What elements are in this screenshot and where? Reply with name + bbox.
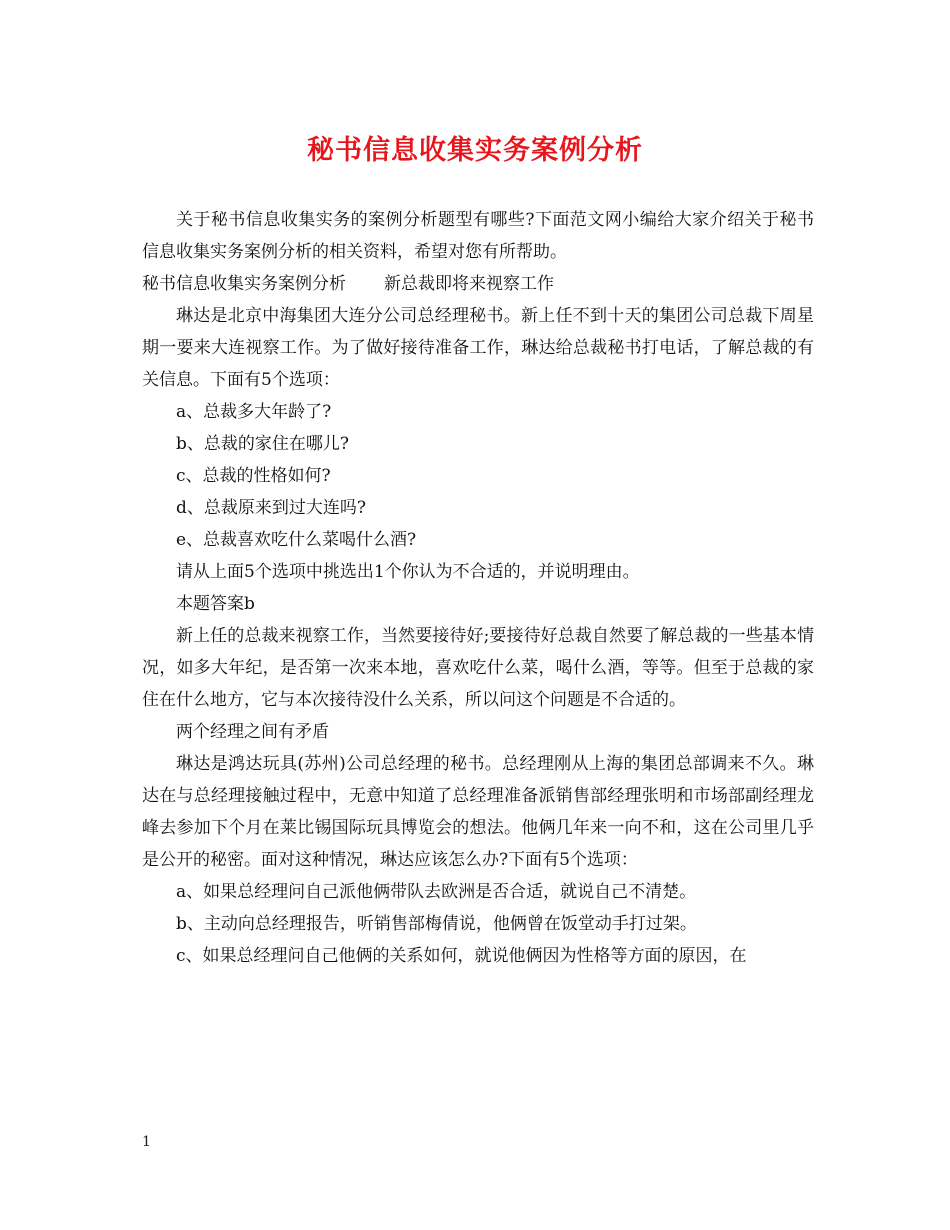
paragraph-case-one: 琳达是北京中海集团大连分公司总经理秘书。新上任不到十天的集团公司总裁下周星期一要来大连视察工作。为了做好接待准备工作，琳达给总裁秘书打电话，了解总裁的有关信息。下面有5个选项： xyxy=(142,306,814,390)
option-b: b、总裁的家住在哪儿? xyxy=(176,434,349,454)
question-prompt: 请从上面5个选项中挑选出1个你认为不合适的，并说明理由。 xyxy=(176,562,640,582)
option-e: e、总裁喜欢吃什么菜喝什么酒? xyxy=(176,530,417,550)
option-d: d、总裁原来到过大连吗? xyxy=(176,498,366,518)
paragraph-intro: 关于秘书信息收集实务的案例分析题型有哪些?下面范文网小编给大家介绍关于秘书信息收集实务案例分析的相关资料，希望对您有所帮助。 xyxy=(142,210,814,262)
section-heading xyxy=(142,268,814,300)
document-title: 秘书信息收集实务案例分析 xyxy=(307,135,643,166)
section-heading-sub: 新总裁即将来视察工作 xyxy=(384,274,554,294)
option-a-case-two: a、如果总经理问自己派他俩带队去欧洲是否合适，就说自己不清楚。 xyxy=(176,882,697,902)
subheading-conflict: 两个经理之间有矛盾 xyxy=(176,722,329,742)
option-b-case-two: b、主动向总经理报告，听销售部梅倩说，他俩曾在饭堂动手打过架。 xyxy=(176,914,697,934)
answer-explanation: 新上任的总裁来视察工作，当然要接待好;要接待好总裁自然要了解总裁的一些基本情况，如多大年纪，是否第一次来本地，喜欢吃什么菜，喝什么酒，等等。但至于总裁的家住在什么地方，它与本次接待没什么关系，所以问这个问题是不合适的。 xyxy=(142,626,814,710)
paragraph-case-two: 琳达是鸿达玩具(苏州)公司总经理的秘书。总经理刚从上海的集团总部调来不久。琳达在与总经理接触过程中，无意中知道了总经理准备派销售部经理张明和市场部副经理龙峰去参加下个月在莱比锡国际玩具博览会的想法。他俩几年来一向不和，这在公司里几乎是公开的秘密。面对这种情况，琳达应该怎么办?下面有5个选项： xyxy=(142,754,814,870)
section-heading-main: 秘书信息收集实务案例分析 xyxy=(142,274,346,294)
option-c: c、总裁的性格如何? xyxy=(176,466,331,486)
option-a: a、总裁多大年龄了? xyxy=(176,402,332,422)
document-body xyxy=(142,204,814,972)
answer-label: 本题答案b xyxy=(176,594,255,614)
page-number: 1 xyxy=(142,1134,151,1150)
option-c-case-two: c、如果总经理问自己他俩的关系如何，就说他俩因为性格等方面的原因，在 xyxy=(176,946,747,966)
